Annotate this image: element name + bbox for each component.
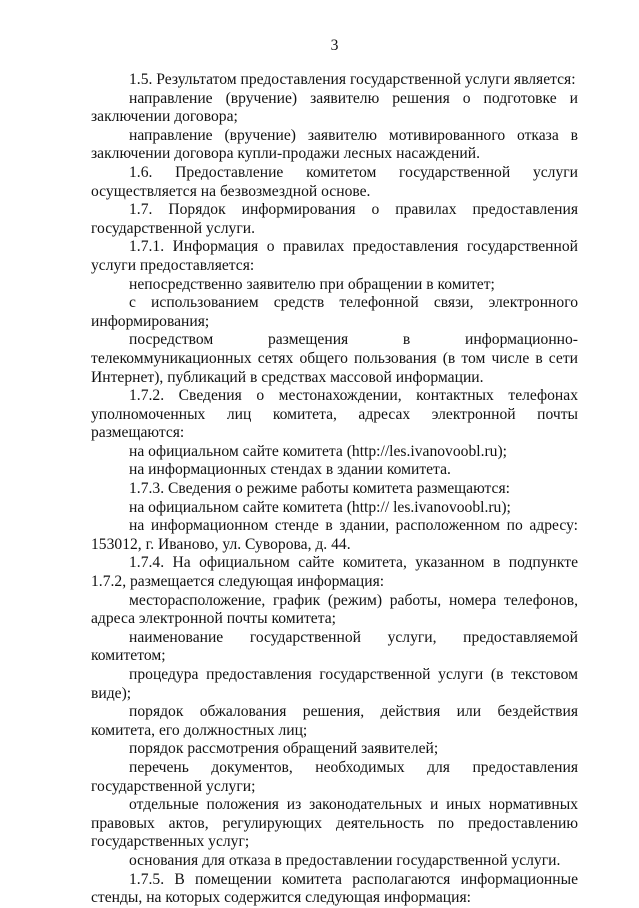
paragraph-procedure: процедура предоставления государственной услуги (в текстовом виде); (91, 666, 578, 702)
paragraph-documents-list: перечень документов, необходимых для предоставления государственной услуги; (91, 758, 578, 795)
paragraph-direct-applicant: непосредственно заявителю при обращении в комитет; (129, 275, 495, 293)
paragraph-official-site-2: на официальном сайте комитета (http:// les.ivanovoobl.ru); (129, 498, 511, 516)
paragraph-1-6: 1.6. Предоставление комитетом государственной услуги осуществляется на безвозмездной основе. (91, 163, 578, 200)
paragraph-appeal: порядок обжалования решения, действия или бездействия комитета, его должностных лиц; (91, 703, 578, 739)
paragraph-1-7: 1.7. Порядок информирования о правилах предоставления государственной услуги. (91, 201, 578, 237)
paragraph-consideration: порядок рассмотрения обращений заявителей; (129, 740, 439, 758)
paragraph-official-site: на официальном сайте комитета (http://les.ivanovoobl.ru); (129, 442, 507, 460)
paragraph-1-7-1: 1.7.1. Информация о правилах предоставления государственной услуги предоставляется: (91, 238, 578, 274)
paragraph-location-schedule: месторасположение, график (режим) работы, номера телефонов, адреса электронной почты комитета; (91, 591, 578, 628)
paragraph-legal-acts: отдельные положения из законодательных и иных нормативных правовых актов, регулирующих деятельность по предоставлению государственных услуг; (91, 796, 578, 851)
paragraph-address: на информационном стенде в здании, расположенном по адресу: 153012, г. Иваново, ул. Суворова, д. 44. (91, 517, 578, 553)
paragraph-1-7-4: 1.7.4. На официальном сайте комитета, указанном в подпункте 1.7.2, размещается следующая информация: (91, 554, 578, 591)
paragraph-1-5: 1.5. Результатом предоставления государственной услуги является: (129, 71, 576, 88)
paragraph-1-7-3: 1.7.3. Сведения о режиме работы комитета размещаются: (129, 480, 510, 498)
paragraph-result-decision: направление (вручение) заявителю решения о подготовке и заключении договора; (91, 89, 578, 126)
paragraph-result-refusal: направление (вручение) заявителю мотивированного отказа в заключении договора купли-продажи лесных насаждений. (91, 126, 578, 163)
paragraph-telephone: с использованием средств телефонной связи, электронного информирования; (91, 294, 578, 330)
paragraph-networks-media: посредством размещения в информационно-телекоммуникационных сетях общего пользования (в том числе в сети Интернет), публикаций в средствах массовой информации. (91, 331, 578, 386)
paragraph-1-7-5: 1.7.5. В помещении комитета располагаются информационные стенды, на которых содержится следующая информация: (91, 870, 578, 907)
paragraph-1-7-2: 1.7.2. Сведения о местонахождении, контактных телефонах уполномоченных лиц комитета, адресах электронной почты размещаются: (91, 387, 578, 442)
paragraph-refusal-grounds: основания для отказа в предоставлении государственной услуги. (129, 851, 561, 869)
document-body (91, 71, 578, 908)
paragraph-info-stands: на информационных стендах в здании комитета. (129, 461, 451, 479)
page-number: 3 (330, 37, 339, 54)
paragraph-service-name: наименование государственной услуги, предоставляемой комитетом; (91, 628, 578, 665)
